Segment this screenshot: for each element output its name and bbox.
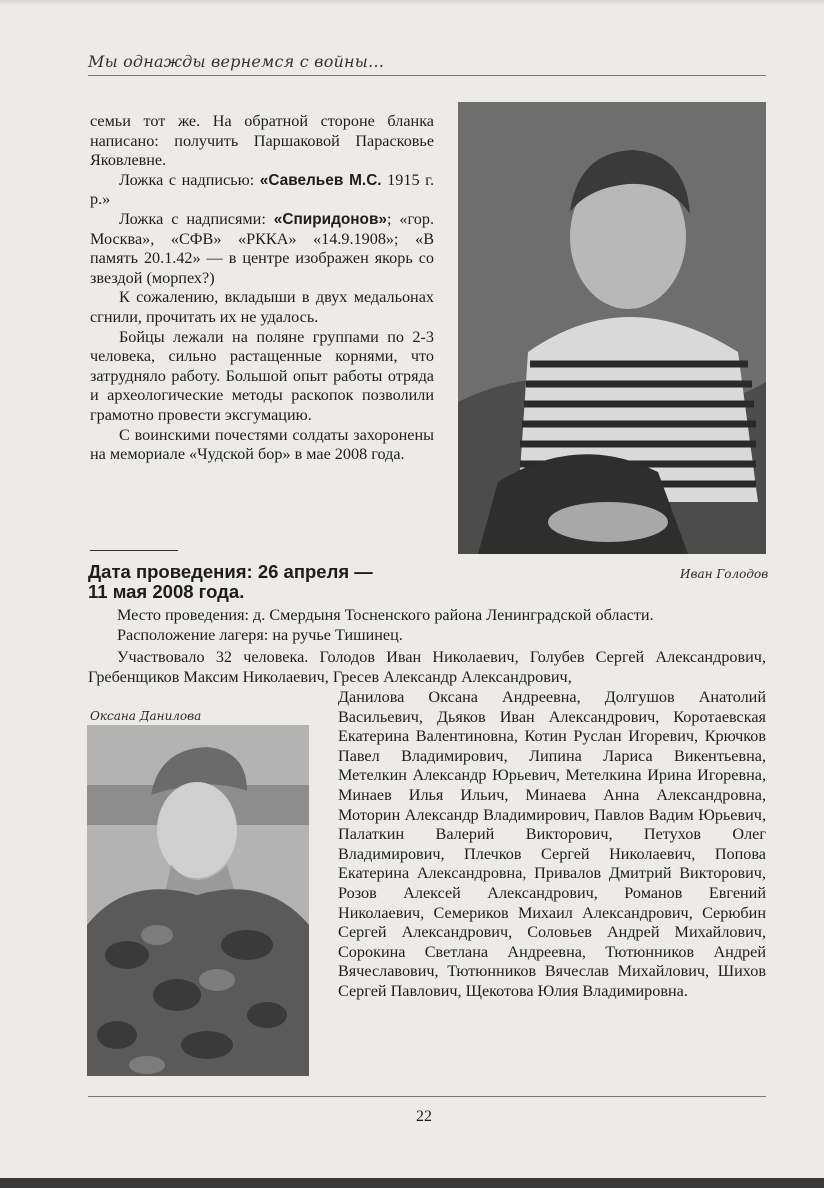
- participants-paragraph: Участвовало 32 человека. Голодов Иван Николаевич, Голубев Сергей Александрович, Гребенщиков Максим Николаевич, Гресев Александр Александрович,: [88, 648, 766, 686]
- heading-line: 11 мая 2008 года.: [88, 581, 245, 602]
- text-run: ; «гор. Москва», «СФВ» «РККА» «14.9.1908»; «В память 20.1.42» — в центре изображен якорь со звездой (морпех?): [90, 209, 434, 287]
- left-text-column: [90, 112, 434, 465]
- photo-ivan-golodov: [458, 102, 766, 554]
- footer-rule: [88, 1096, 766, 1097]
- photo-caption: Оксана Данилова: [90, 709, 202, 723]
- photo-oksana-danilova: [87, 725, 309, 1076]
- portrait-illustration: [87, 725, 309, 1076]
- paragraph: К сожалению, вкладыши в двух медальонах сгнили, прочитать их не удалось.: [90, 288, 434, 326]
- text-run: Ложка с надписью:: [119, 170, 260, 189]
- header-rule: [88, 75, 766, 76]
- participants-continued: Данилова Оксана Андреевна, Долгушов Анатолий Васильевич, Дьяков Иван Александрович, Коротаевская Екатерина Валентиновна, Котин Руслан Игоревич, Крючков Павел Владимирович, Липина Лариса Викентьевна, Метелкин Александр Юрьевич, Метелкина Ирина Игоревна, Минаев Илья Ильич, Минаева Анна Александровна, Моторин Александр Владимирович, Павлов Вадим Юрьевич, Палаткин Валерий Викторович, Петухов Олег Владимирович, Плечков Сергей Николаевич, Попова Екатерина Александровна, Привалов Дмитрий Викторович, Розов Алексей Александрович, Романов Евгений Николаевич, Семериков Михаил Александрович, Серюбин Сергей Александрович, Соловьев Андрей Михайлович, Сорокина Светлана Андреевна, Тютюнников Андрей Вячеславович, Тютюнников Вячеслав Михайлович, Шихов Сергей Павлович, Щекотова Юлия Владимировна.: [338, 688, 766, 1000]
- camp-line: Расположение лагеря: на ручье Тишинец.: [117, 626, 403, 644]
- paragraph: С воинскими почестями солдаты захоронены на мемориале «Чудской бор» в мае 2008 года.: [90, 425, 434, 464]
- section-rule: [90, 550, 178, 551]
- section-heading: [88, 562, 438, 602]
- bold-run: «Спиридонов»: [273, 210, 387, 228]
- text-run: 1915 г. р.»: [90, 170, 435, 209]
- bold-run: «Савельев М.С.: [259, 171, 382, 189]
- scan-top-edge: [0, 0, 824, 6]
- text-run: Ложка с надписями:: [119, 209, 274, 228]
- page-number: 22: [416, 1108, 432, 1125]
- location-line: Место проведения: д. Смердыня Тосненского района Ленинградской области.: [117, 606, 654, 624]
- paragraph: Бойцы лежали на поляне группами по 2-3 человека, сильно растащенные корнями, что затрудняло работу. Большой опыт работы отряда и археологические методы раскопок позволили грамотно провести эксгумацию.: [90, 327, 434, 424]
- paragraph: [90, 171, 434, 210]
- photo-caption: Иван Голодов: [680, 567, 769, 581]
- paragraph: [90, 210, 434, 288]
- portrait-illustration: [458, 102, 766, 554]
- paragraph: семьи тот же. На обратной стороне бланка написано: получить Паршаковой Парасковье Яковлевне.: [90, 112, 434, 170]
- heading-line: Дата проведения: 26 апреля —: [88, 561, 373, 582]
- running-head: Мы однажды вернемся с войны…: [88, 52, 385, 71]
- scan-bottom-edge: [0, 1178, 824, 1188]
